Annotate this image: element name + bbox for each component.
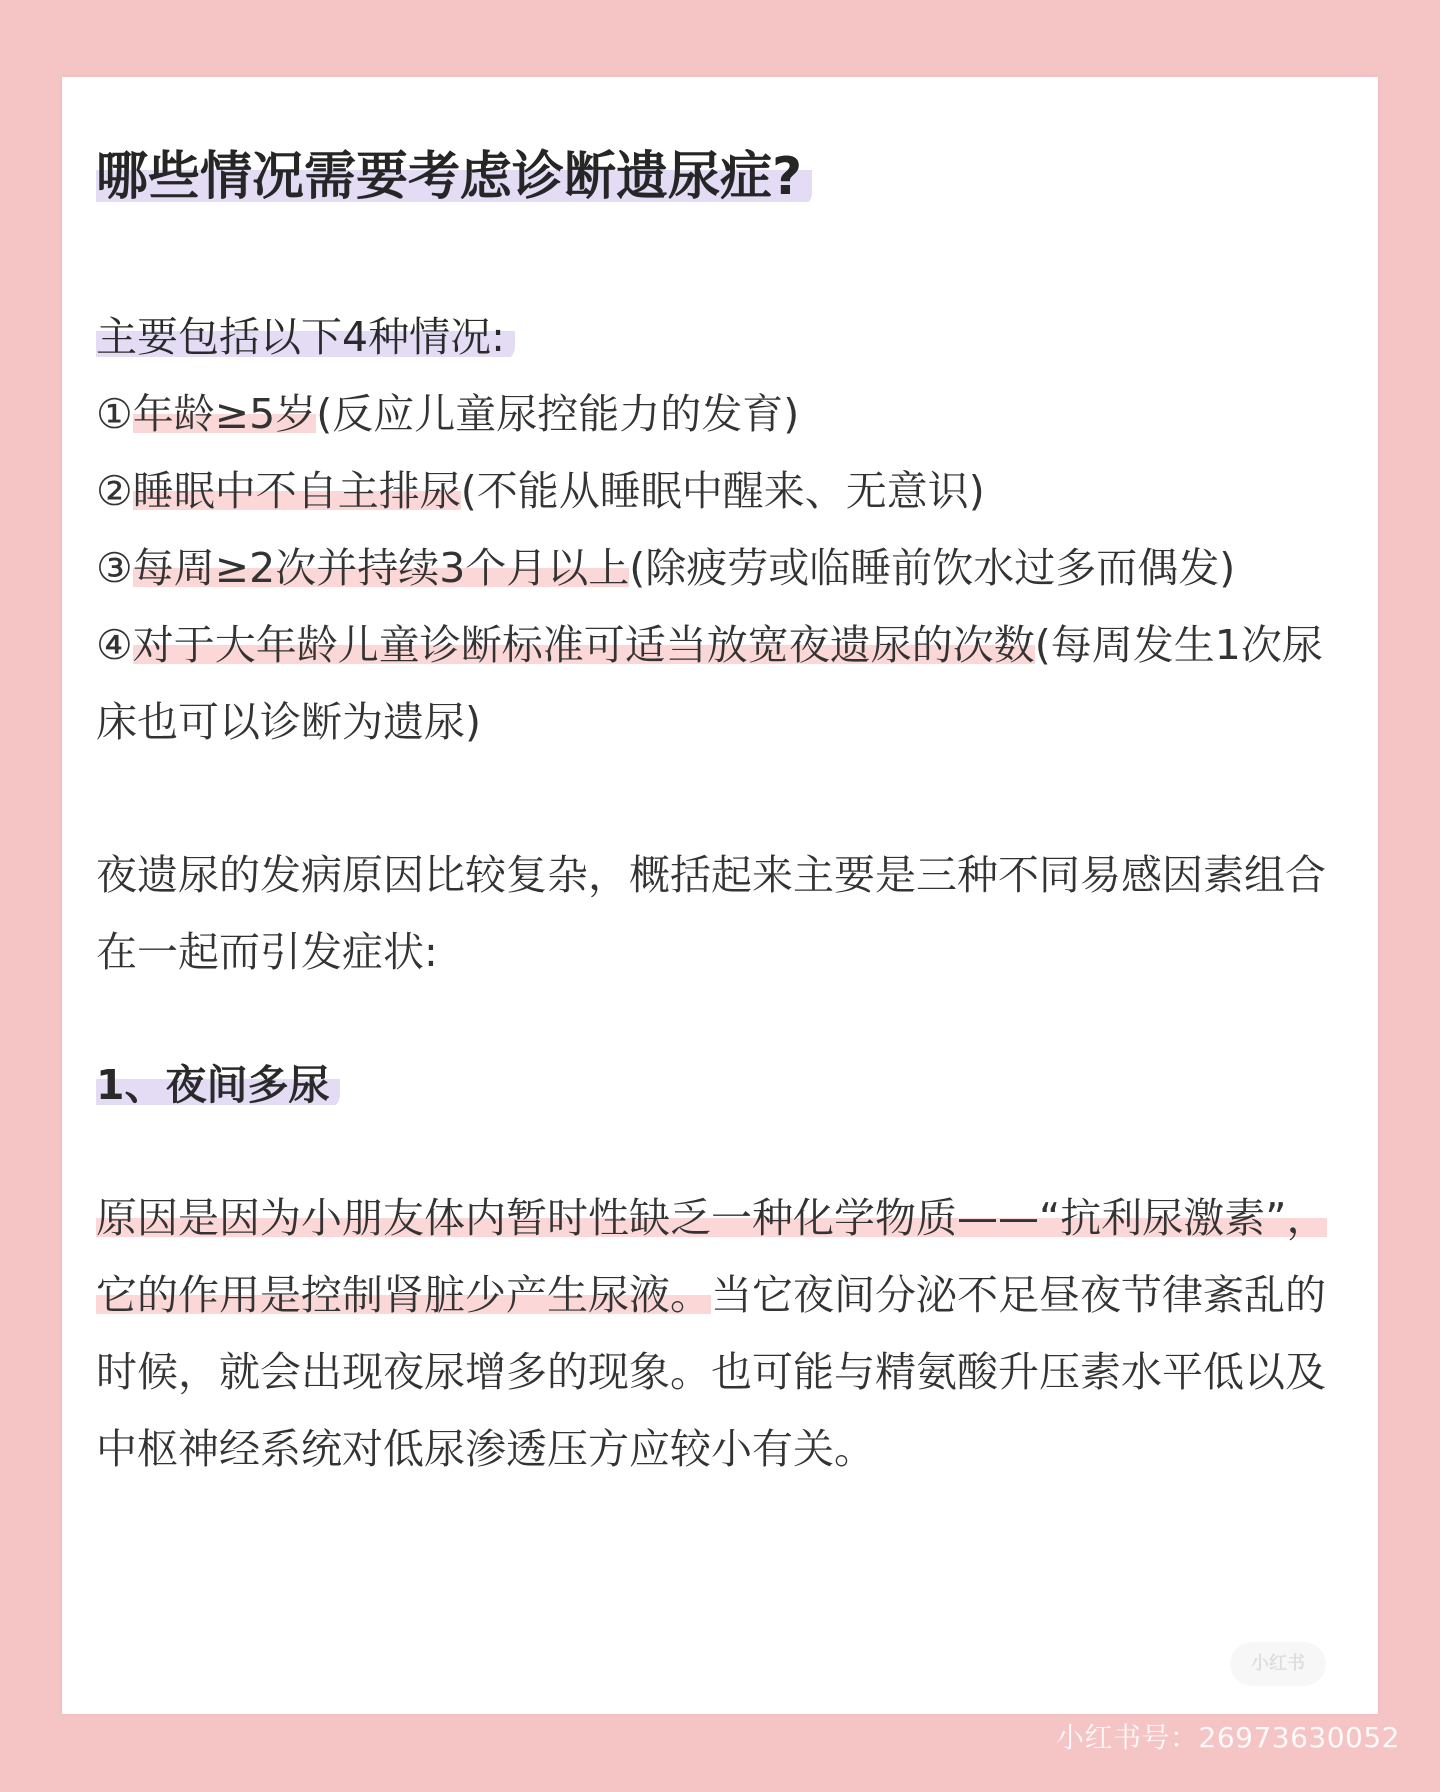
content-card bbox=[62, 77, 1378, 1714]
condition-marker: ④ bbox=[96, 621, 133, 669]
condition-marker: ② bbox=[96, 467, 133, 515]
condition-note: (除疲劳或临睡前饮水过多而偶发) bbox=[629, 544, 1236, 592]
condition-item-2 bbox=[96, 453, 1346, 530]
section-paragraph-rest: 当它夜间分泌不足昼夜节律紊乱的时候，就会出现夜尿增多的现象。也可能与精氨酸升压素水平低以及中枢神经系统对低尿渗透压方应较小有关。 bbox=[96, 1271, 1326, 1473]
user-id-watermark: 小红书号：26973630052 bbox=[1056, 1721, 1400, 1754]
condition-highlight: 对于大年龄儿童诊断标准可适当放宽夜遗尿的次数 bbox=[132, 621, 1035, 669]
condition-marker: ① bbox=[96, 390, 133, 438]
condition-marker: ③ bbox=[96, 544, 133, 592]
intro-highlight: 主要包括以下4种情况: bbox=[96, 313, 515, 361]
title-highlight: 哪些情况需要考虑诊断遗尿症? bbox=[96, 147, 812, 207]
condition-highlight: 每周≥2次并持续3个月以上 bbox=[132, 544, 630, 592]
condition-highlight: 年龄≥5岁 bbox=[132, 390, 317, 438]
condition-note: (每周发生1次尿床也可以诊断为遗尿) bbox=[96, 621, 1323, 746]
conditions-intro bbox=[96, 299, 1346, 376]
condition-item-1 bbox=[96, 376, 1346, 453]
cause-paragraph: 夜遗尿的发病原因比较复杂，概括起来主要是三种不同易感因素组合在一起而引发症状: bbox=[96, 851, 1326, 976]
section-paragraph bbox=[96, 1180, 1346, 1488]
condition-item-3 bbox=[96, 530, 1346, 607]
section-paragraph-highlight: 原因是因为小朋友体内暂时性缺乏一种化学物质——“抗利尿激素”，它的作用是控制肾脏少产生尿液。 bbox=[96, 1194, 1328, 1319]
condition-highlight: 睡眠中不自主排尿 bbox=[132, 467, 461, 515]
condition-note: (反应儿童尿控能力的发育) bbox=[316, 390, 800, 438]
condition-item-4 bbox=[96, 607, 1346, 761]
article-title bbox=[96, 139, 1346, 215]
section-heading-highlight: 1、夜间多尿 bbox=[96, 1061, 340, 1109]
section-heading bbox=[96, 1047, 1346, 1124]
xiaohongshu-logo-badge: 小红书 bbox=[1230, 1642, 1326, 1686]
article-content bbox=[96, 139, 1346, 1488]
condition-note: (不能从睡眠中醒来、无意识) bbox=[460, 467, 985, 515]
